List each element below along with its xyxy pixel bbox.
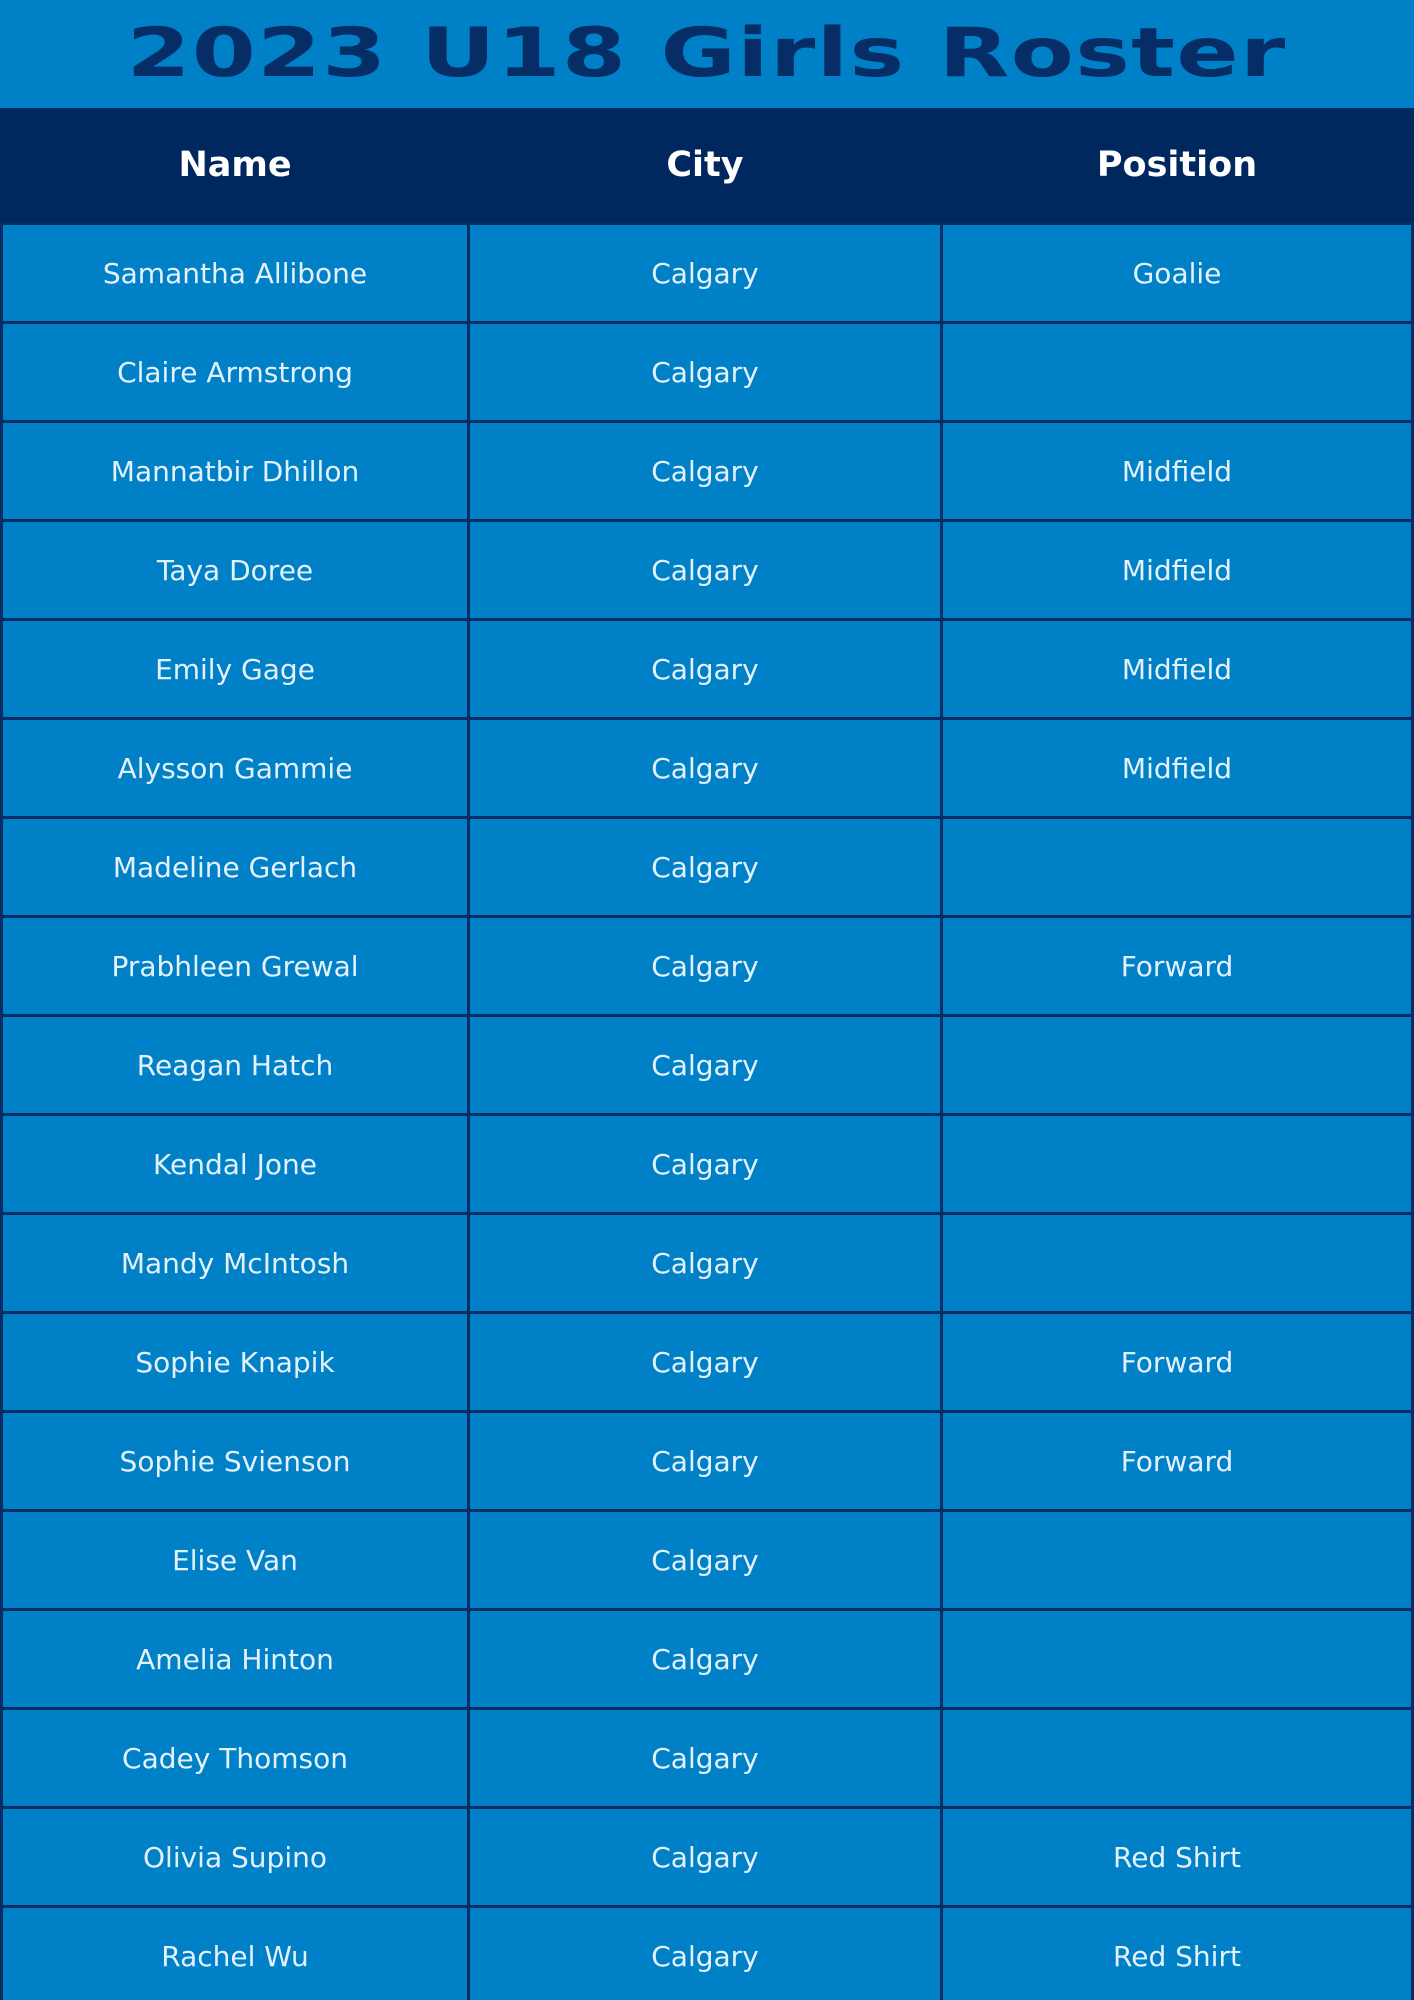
cell-city: Calgary: [470, 1512, 940, 1608]
cell-name: Prabhleen Grewal: [3, 918, 467, 1014]
cell-position: [943, 1512, 1411, 1608]
cell-position: Midfield: [943, 522, 1411, 618]
cell-position: Midfield: [943, 621, 1411, 717]
cell-position: [943, 819, 1411, 915]
table-row: [0, 1512, 1414, 1608]
cell-city: Calgary: [470, 819, 940, 915]
cell-name: Emily Gage: [3, 621, 467, 717]
cell-name: Mannatbir Dhillon: [3, 423, 467, 519]
cell-name: Sophie Svienson: [3, 1413, 467, 1509]
cell-position: [943, 1215, 1411, 1311]
table-row: [0, 1908, 1414, 2000]
table-row: [0, 423, 1414, 519]
cell-name: Samantha Allibone: [3, 225, 467, 321]
table-row: [0, 621, 1414, 717]
cell-name: Kendal Jone: [3, 1116, 467, 1212]
cell-name: Rachel Wu: [3, 1908, 467, 2000]
cell-name: Reagan Hatch: [3, 1017, 467, 1113]
column-header-position: Position: [1096, 145, 1258, 185]
table-row: [0, 819, 1414, 915]
cell-city: Calgary: [470, 1809, 940, 1905]
cell-position: [943, 324, 1411, 420]
cell-position: [943, 1116, 1411, 1212]
cell-name: Claire Armstrong: [3, 324, 467, 420]
cell-city: Calgary: [470, 1215, 940, 1311]
cell-city: Calgary: [470, 1413, 940, 1509]
cell-position: Forward: [943, 1413, 1411, 1509]
cell-name: Alysson Gammie: [3, 720, 467, 816]
table-row: [0, 1809, 1414, 1905]
table-row: [0, 225, 1414, 321]
table-row: [0, 1116, 1414, 1212]
title-bar: [0, 0, 1414, 108]
cell-name: Elise Van: [3, 1512, 467, 1608]
roster-table: [0, 108, 1414, 2000]
cell-position: Forward: [943, 1314, 1411, 1410]
cell-name: Olivia Supino: [3, 1809, 467, 1905]
column-header-city: City: [666, 145, 744, 185]
cell-city: Calgary: [470, 1611, 940, 1707]
table-row: [0, 1710, 1414, 1806]
cell-city: Calgary: [470, 324, 940, 420]
table-row: [0, 1314, 1414, 1410]
cell-city: Calgary: [470, 1017, 940, 1113]
cell-name: Mandy McIntosh: [3, 1215, 467, 1311]
cell-city: Calgary: [470, 918, 940, 1014]
page-title: 2023 U18 Girls Roster: [126, 14, 1288, 93]
table-row: [0, 720, 1414, 816]
cell-position: Forward: [943, 918, 1411, 1014]
cell-city: Calgary: [470, 225, 940, 321]
table-row: [0, 1611, 1414, 1707]
cell-city: Calgary: [470, 720, 940, 816]
cell-name: Amelia Hinton: [3, 1611, 467, 1707]
cell-position: Goalie: [943, 225, 1411, 321]
table-row: [0, 1413, 1414, 1509]
cell-city: Calgary: [470, 522, 940, 618]
table-row: [0, 324, 1414, 420]
cell-name: Sophie Knapik: [3, 1314, 467, 1410]
column-header-name: Name: [178, 145, 292, 185]
cell-city: Calgary: [470, 1116, 940, 1212]
cell-city: Calgary: [470, 1710, 940, 1806]
cell-position: [943, 1710, 1411, 1806]
cell-city: Calgary: [470, 423, 940, 519]
table-row: [0, 918, 1414, 1014]
cell-city: Calgary: [470, 621, 940, 717]
cell-position: Red Shirt: [943, 1809, 1411, 1905]
table-row: [0, 1215, 1414, 1311]
cell-position: Red Shirt: [943, 1908, 1411, 2000]
table-row: [0, 522, 1414, 618]
table-header-row: [0, 108, 1414, 222]
cell-city: Calgary: [470, 1908, 940, 2000]
cell-position: Midfield: [943, 423, 1411, 519]
cell-position: Midfield: [943, 720, 1411, 816]
cell-city: Calgary: [470, 1314, 940, 1410]
table-row: [0, 1017, 1414, 1113]
cell-position: [943, 1611, 1411, 1707]
cell-name: Taya Doree: [3, 522, 467, 618]
cell-name: Cadey Thomson: [3, 1710, 467, 1806]
cell-position: [943, 1017, 1411, 1113]
cell-name: Madeline Gerlach: [3, 819, 467, 915]
